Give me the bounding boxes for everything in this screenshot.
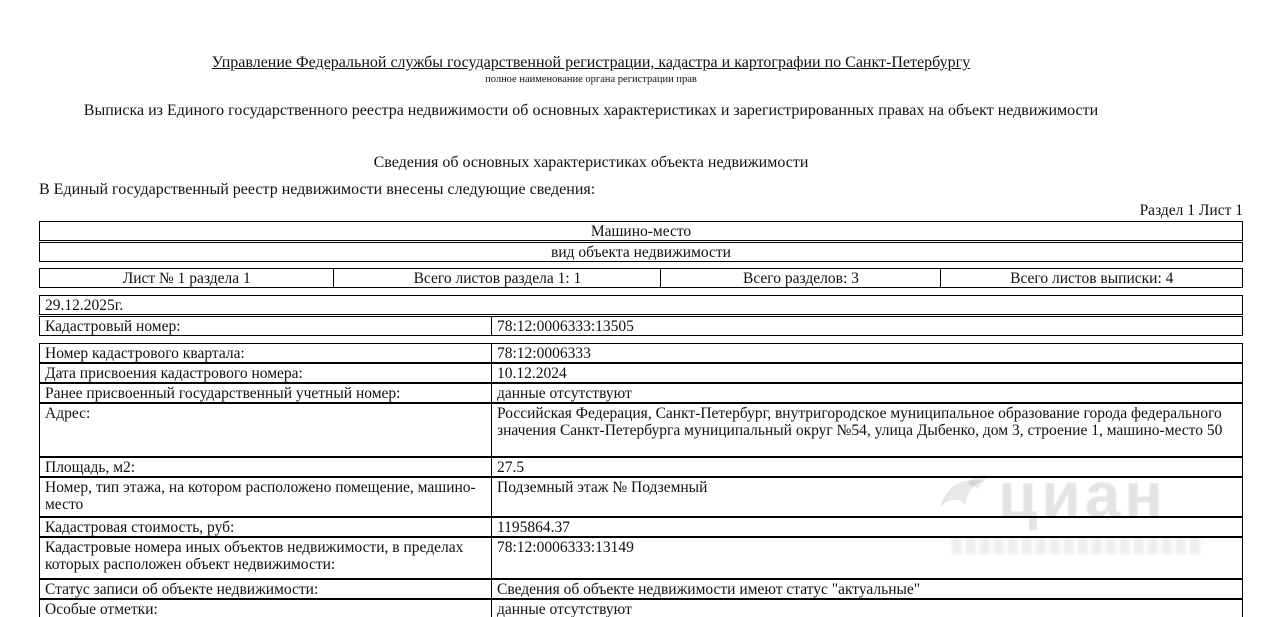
row-label: Ранее присвоенный государственный учетный номер: — [40, 384, 492, 402]
row-value: данные отсутствуют — [497, 385, 632, 402]
row-label: Кадастровый номер: — [40, 317, 492, 335]
registration-authority-name: Управление Федеральной службы государственной регистрации, кадастра и картографии по Санкт-Петербургу — [211, 54, 971, 71]
extract-date-row — [39, 295, 1243, 315]
row-value: Российская Федерация, Санкт-Петербург, внутригородское муниципальное образование города федерального значения Санкт-Петербурга муниципальный округ №54, улица Дыбенко, дом 3, строение 1, машино-место 50 — [497, 405, 1223, 439]
row-label: Особые отметки: — [40, 600, 492, 617]
registration-table — [39, 295, 1243, 336]
row-label: Кадастровые номера иных объектов недвижимости, в пределах которых расположен объект недвижимости: — [40, 538, 492, 578]
sheet-info-table — [39, 268, 1243, 288]
sheet-info-row — [39, 268, 1243, 288]
row-label: Адрес: — [40, 404, 492, 456]
row-area — [39, 457, 1243, 477]
row-other-objects — [39, 537, 1243, 579]
row-value: Сведения об объекте недвижимости имеют статус "актуальные" — [497, 581, 921, 598]
row-label: Площадь, м2: — [40, 458, 492, 476]
row-value: Подземный этаж № Подземный — [497, 479, 708, 496]
details-table — [39, 343, 1243, 617]
row-value: 78:12:0006333 — [497, 345, 591, 362]
row-label: Номер, тип этажа, на котором расположено помещение, машино-место — [40, 478, 492, 516]
object-kind-caption: вид объекта недвижимости — [551, 244, 731, 261]
row-special-notes — [39, 599, 1243, 617]
row-cadastral-number — [39, 316, 1243, 336]
row-value: 27.5 — [497, 459, 525, 476]
row-value: 78:12:0006333:13505 — [497, 318, 634, 335]
row-number-assignment-date — [39, 363, 1243, 383]
sheet-info-cell-list: Лист № 1 раздела 1 — [40, 269, 334, 287]
registration-authority-caption: полное наименование органа регистрации прав — [485, 74, 697, 85]
row-value: 78:12:0006333:13149 — [497, 539, 634, 556]
row-label: Статус записи об объекте недвижимости: — [40, 580, 492, 598]
row-value: данные отсутствуют — [497, 601, 632, 617]
row-label: Кадастровая стоимость, руб: — [40, 518, 492, 536]
intro-line: В Единый государственный реестр недвижимости внесены следующие сведения: — [39, 181, 596, 198]
row-value: 1195864.37 — [497, 519, 571, 536]
object-kind-row — [39, 221, 1243, 241]
row-value: 10.12.2024 — [497, 365, 567, 382]
cian-watermark-text: циан — [998, 459, 1167, 531]
extract-date: 29.12.2025г. — [45, 297, 124, 314]
row-cadastral-block — [39, 343, 1243, 363]
row-address — [39, 403, 1243, 457]
row-record-status — [39, 579, 1243, 599]
section-sheet-label: Раздел 1 Лист 1 — [1139, 202, 1243, 219]
sheet-info-cell-sections: Всего разделов: 3 — [661, 269, 941, 287]
row-cadastral-cost — [39, 517, 1243, 537]
object-kind-table — [39, 221, 1243, 262]
section-title: Сведения об основных характеристиках объекта недвижимости — [373, 154, 809, 171]
object-kind-value: Машино-место — [590, 223, 692, 240]
sheet-info-cell-extract-total: Всего листов выписки: 4 — [1010, 270, 1174, 287]
row-previous-number — [39, 383, 1243, 403]
document-header — [0, 0, 1182, 200]
row-label: Номер кадастрового квартала: — [40, 344, 492, 362]
sheet-info-cell-section-total: Всего листов раздела 1: 1 — [334, 269, 661, 287]
row-floor-type — [39, 477, 1243, 517]
object-kind-caption-row — [39, 242, 1243, 262]
row-label: Дата присвоения кадастрового номера: — [40, 364, 492, 382]
document-title: Выписка из Единого государственного реестра недвижимости об основных характеристиках и зарегистрированных правах на объект недвижимости — [83, 102, 1099, 119]
